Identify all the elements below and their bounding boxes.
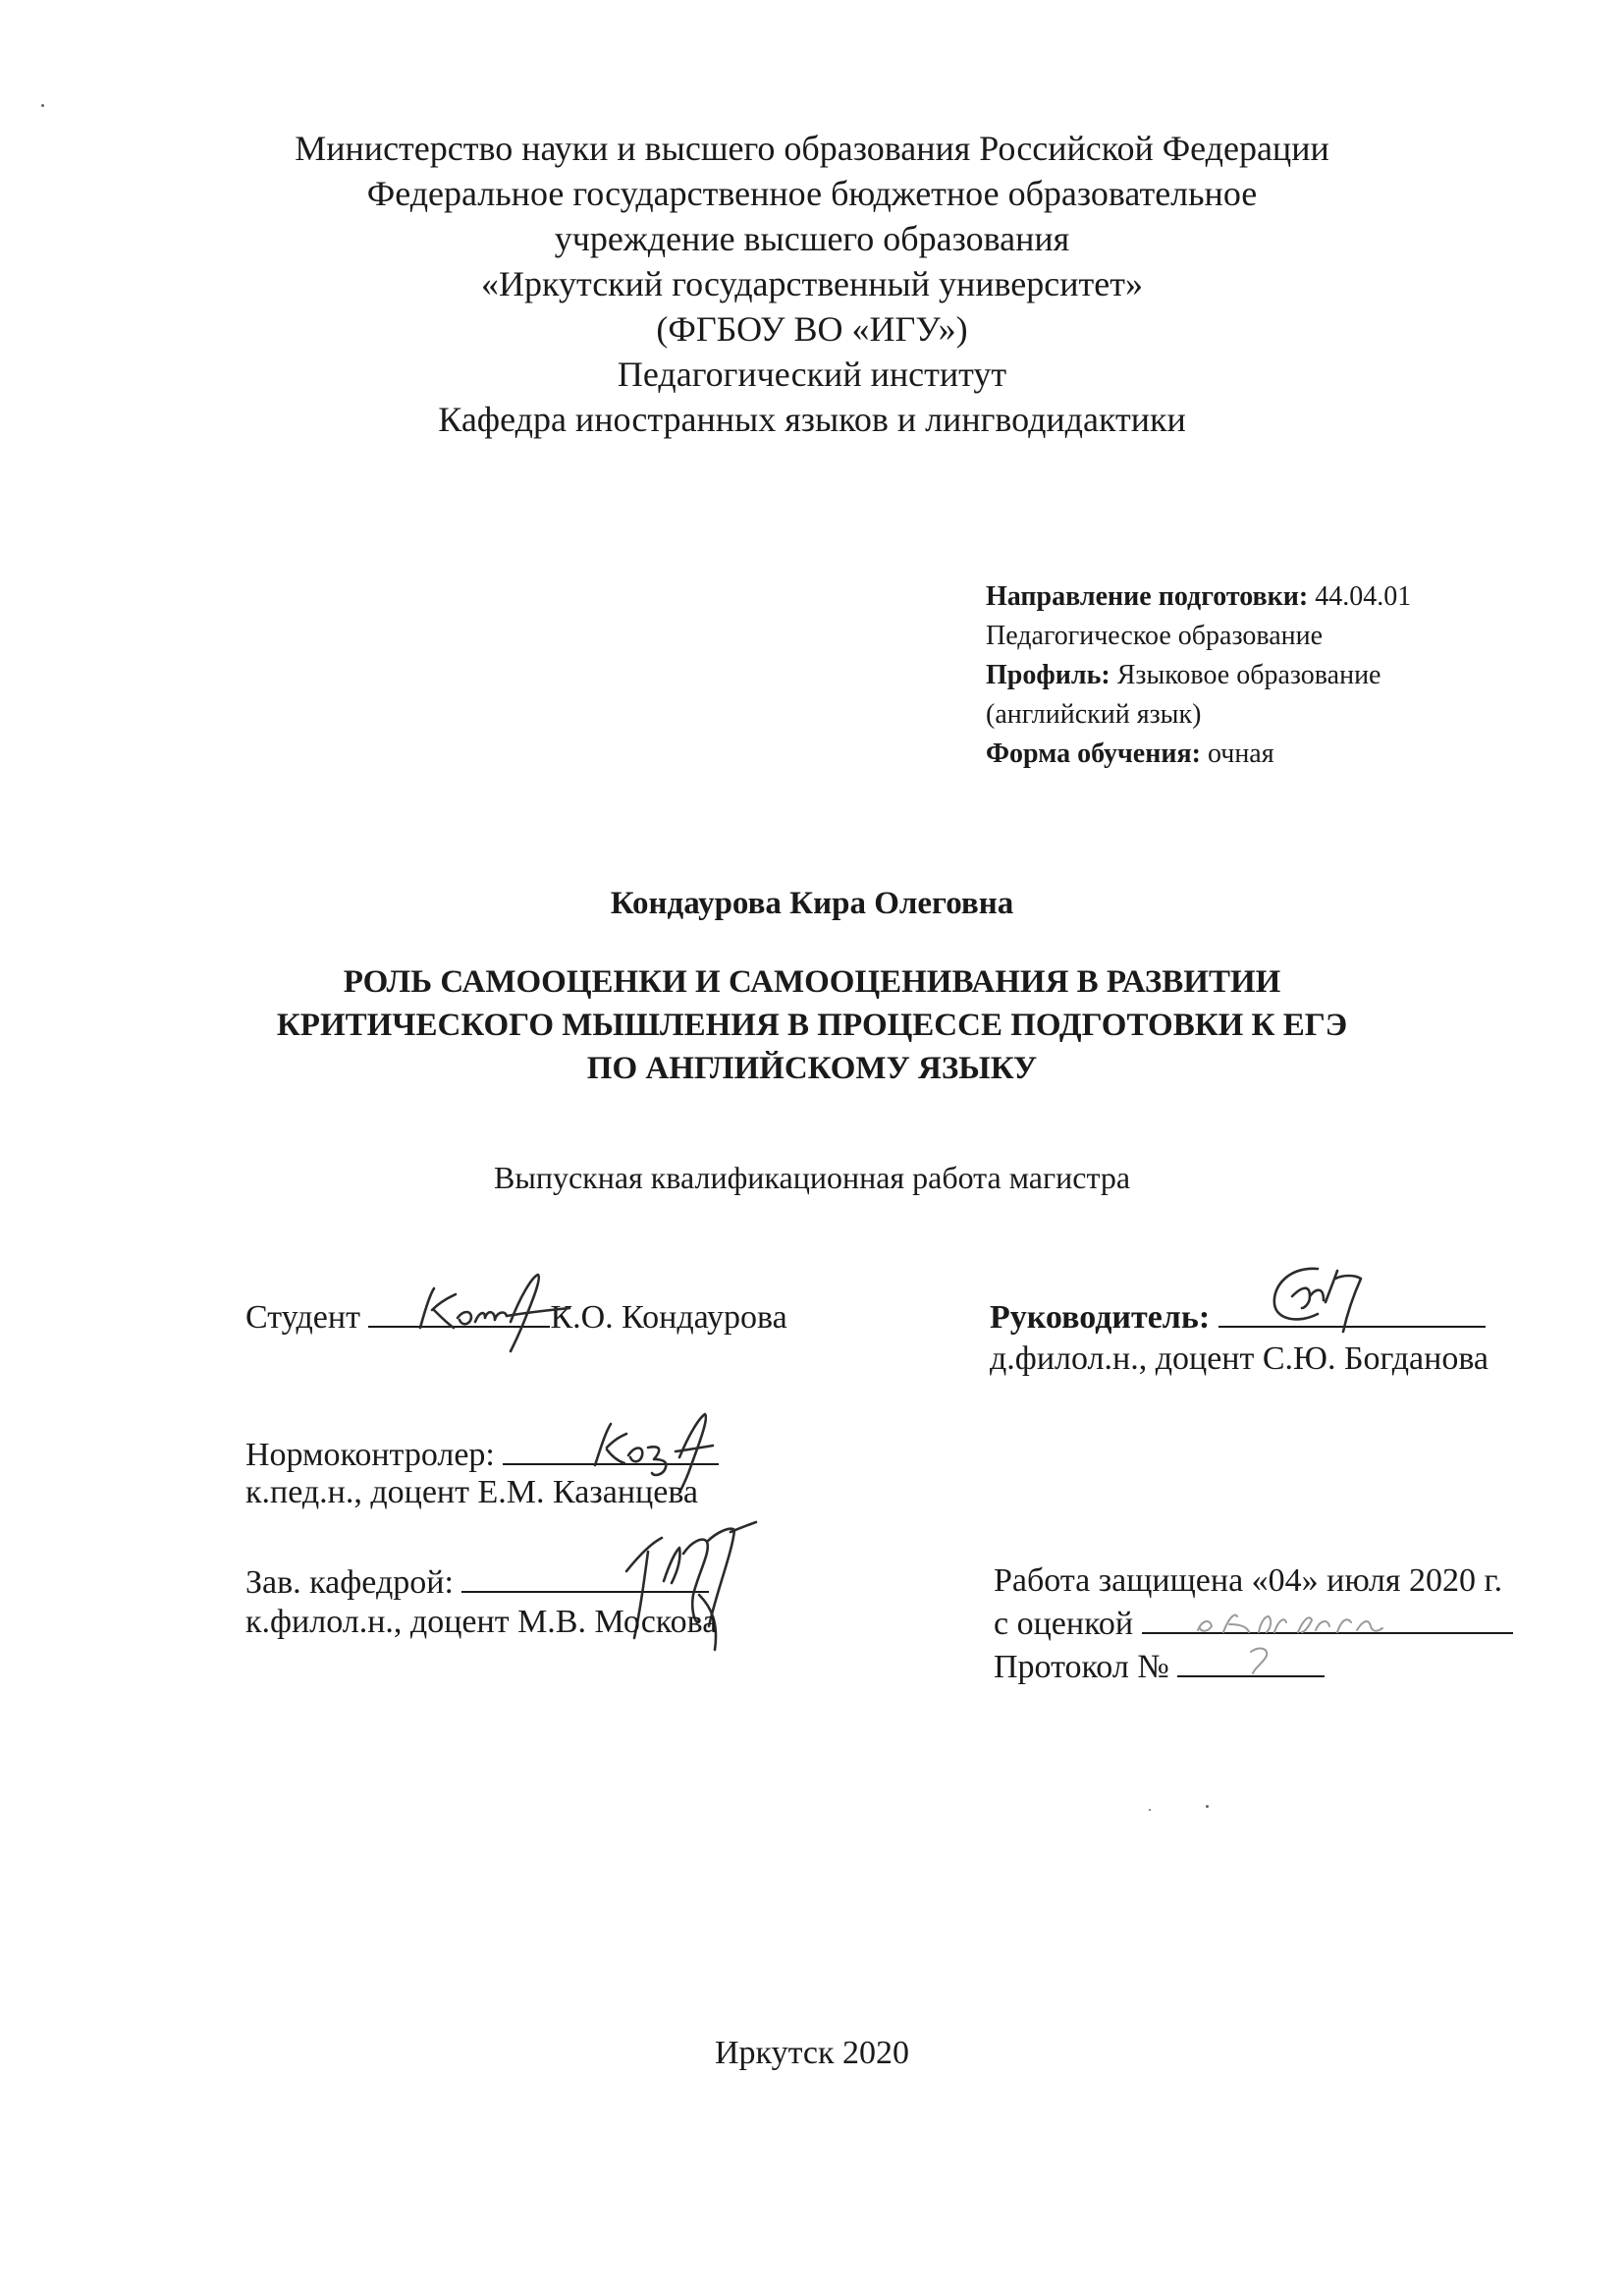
- city-year: Иркутск 2020: [715, 2035, 909, 2071]
- direction-value: 44.04.01: [1315, 581, 1412, 612]
- supervisor-signature-row: [990, 1296, 1486, 1338]
- work-type: Выпускная квалификационная работа магистра: [493, 1160, 1131, 1195]
- scan-speck: [1206, 1805, 1209, 1808]
- normcontrol-name: к.пед.н., доцент Е.М. Казанцева: [245, 1474, 699, 1510]
- head-name: к.филол.н., доцент М.В. Москова: [245, 1604, 718, 1640]
- direction-label: Направление подготовки:: [986, 581, 1309, 612]
- student-label: Студент: [245, 1299, 360, 1336]
- protocol-label: Протокол №: [994, 1649, 1169, 1685]
- thesis-title: [0, 960, 1624, 1090]
- institution-type-line-2: учреждение высшего образования: [554, 219, 1070, 258]
- grade-handwriting: [1190, 1603, 1435, 1642]
- student-name: К.О. Кондаурова: [550, 1299, 787, 1336]
- thesis-title-line-1: РОЛЬ САМООЦЕНКИ И САМООЦЕНИВАНИЯ В РАЗВИТИИ: [343, 964, 1281, 1000]
- profile-value-2: (английский язык): [986, 699, 1202, 730]
- university-name: «Иркутский государственный университет»: [481, 264, 1143, 303]
- profile-value: Языковое образование: [1116, 660, 1381, 690]
- form-value: очная: [1207, 738, 1274, 769]
- supervisor-label: Руководитель:: [990, 1299, 1211, 1336]
- institution-type-line: Федеральное государственное бюджетное образовательное: [366, 174, 1258, 213]
- program-info: [986, 577, 1575, 774]
- normcontrol-label: Нормоконтролер:: [245, 1437, 495, 1473]
- student-signature: [412, 1267, 579, 1355]
- direction-value-2: Педагогическое образование: [986, 621, 1324, 651]
- ministry-line: Министерство науки и высшего образования Российской Федерации: [295, 129, 1329, 168]
- grade-label: с оценкой: [994, 1606, 1134, 1642]
- department-name: Кафедра иностранных языков и лингводидактики: [438, 400, 1186, 439]
- protocol-handwriting: [1241, 1640, 1280, 1679]
- scan-speck: [41, 104, 44, 107]
- supervisor-name: д.филол.н., доцент С.Ю. Богданова: [990, 1340, 1489, 1377]
- university-abbreviation: (ФГБОУ ВО «ИГУ»): [656, 309, 968, 349]
- author-name: Кондаурова Кира Олеговна: [610, 886, 1014, 921]
- form-label: Форма обучения:: [986, 738, 1201, 769]
- institution-header: [0, 126, 1624, 442]
- thesis-title-line-3: ПО АНГЛИЙСКОМУ ЯЗЫКУ: [586, 1051, 1038, 1086]
- institute-name: Педагогический институт: [617, 355, 1007, 394]
- thesis-title-line-2: КРИТИЧЕСКОГО МЫШЛЕНИЯ В ПРОЦЕССЕ ПОДГОТОВКИ К ЕГЭ: [276, 1008, 1348, 1043]
- supervisor-signature: [1259, 1257, 1406, 1345]
- head-label: Зав. кафедрой:: [245, 1564, 454, 1601]
- scan-speck: [1149, 1809, 1151, 1811]
- defense-date: Работа защищена «04» июля 2020 г.: [994, 1562, 1503, 1599]
- profile-label: Профиль:: [986, 660, 1110, 690]
